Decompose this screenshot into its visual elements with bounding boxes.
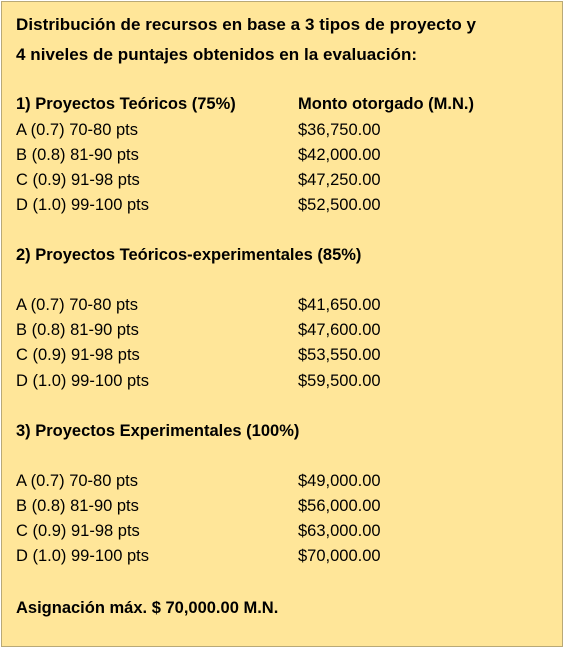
- level-label: B (0.8) 81-90 pts: [16, 497, 139, 515]
- amount-value: $63,000.00: [298, 522, 381, 540]
- title-line-2: 4 niveles de puntajes obtenidos en la evaluación:: [16, 45, 418, 64]
- section-3-heading: 3) Proyectos Experimentales (100%): [16, 422, 300, 440]
- max-assignment: Asignación máx. $ 70,000.00 M.N.: [16, 599, 279, 617]
- level-label: C (0.9) 91-98 pts: [16, 346, 140, 364]
- level-label: C (0.9) 91-98 pts: [16, 171, 140, 189]
- amount-value: $42,000.00: [298, 146, 381, 164]
- level-label: D (1.0) 99-100 pts: [16, 372, 149, 390]
- level-label: A (0.7) 70-80 pts: [16, 296, 138, 314]
- level-label: D (1.0) 99-100 pts: [16, 196, 149, 214]
- amount-value: $36,750.00: [298, 121, 381, 139]
- amount-value: $49,000.00: [298, 472, 381, 490]
- amount-column-header: Monto otorgado (M.N.): [298, 95, 474, 113]
- level-label: A (0.7) 70-80 pts: [16, 472, 138, 490]
- amount-value: $47,600.00: [298, 321, 381, 339]
- level-label: C (0.9) 91-98 pts: [16, 522, 140, 540]
- amount-value: $41,650.00: [298, 296, 381, 314]
- section-2-heading: 2) Proyectos Teóricos-experimentales (85%): [16, 246, 362, 264]
- level-label: B (0.8) 81-90 pts: [16, 146, 139, 164]
- document-title: [16, 10, 556, 70]
- level-label: A (0.7) 70-80 pts: [16, 121, 138, 139]
- section-1-heading: 1) Proyectos Teóricos (75%): [16, 95, 236, 113]
- level-label: D (1.0) 99-100 pts: [16, 547, 149, 565]
- amount-value: $52,500.00: [298, 196, 381, 214]
- amount-value: $47,250.00: [298, 171, 381, 189]
- title-line-1: Distribución de recursos en base a 3 tipos de proyecto y: [16, 15, 477, 34]
- amount-value: $56,000.00: [298, 497, 381, 515]
- amount-value: $53,550.00: [298, 346, 381, 364]
- amount-value: $70,000.00: [298, 547, 381, 565]
- amount-value: $59,500.00: [298, 372, 381, 390]
- info-card: [1, 1, 563, 647]
- level-label: B (0.8) 81-90 pts: [16, 321, 139, 339]
